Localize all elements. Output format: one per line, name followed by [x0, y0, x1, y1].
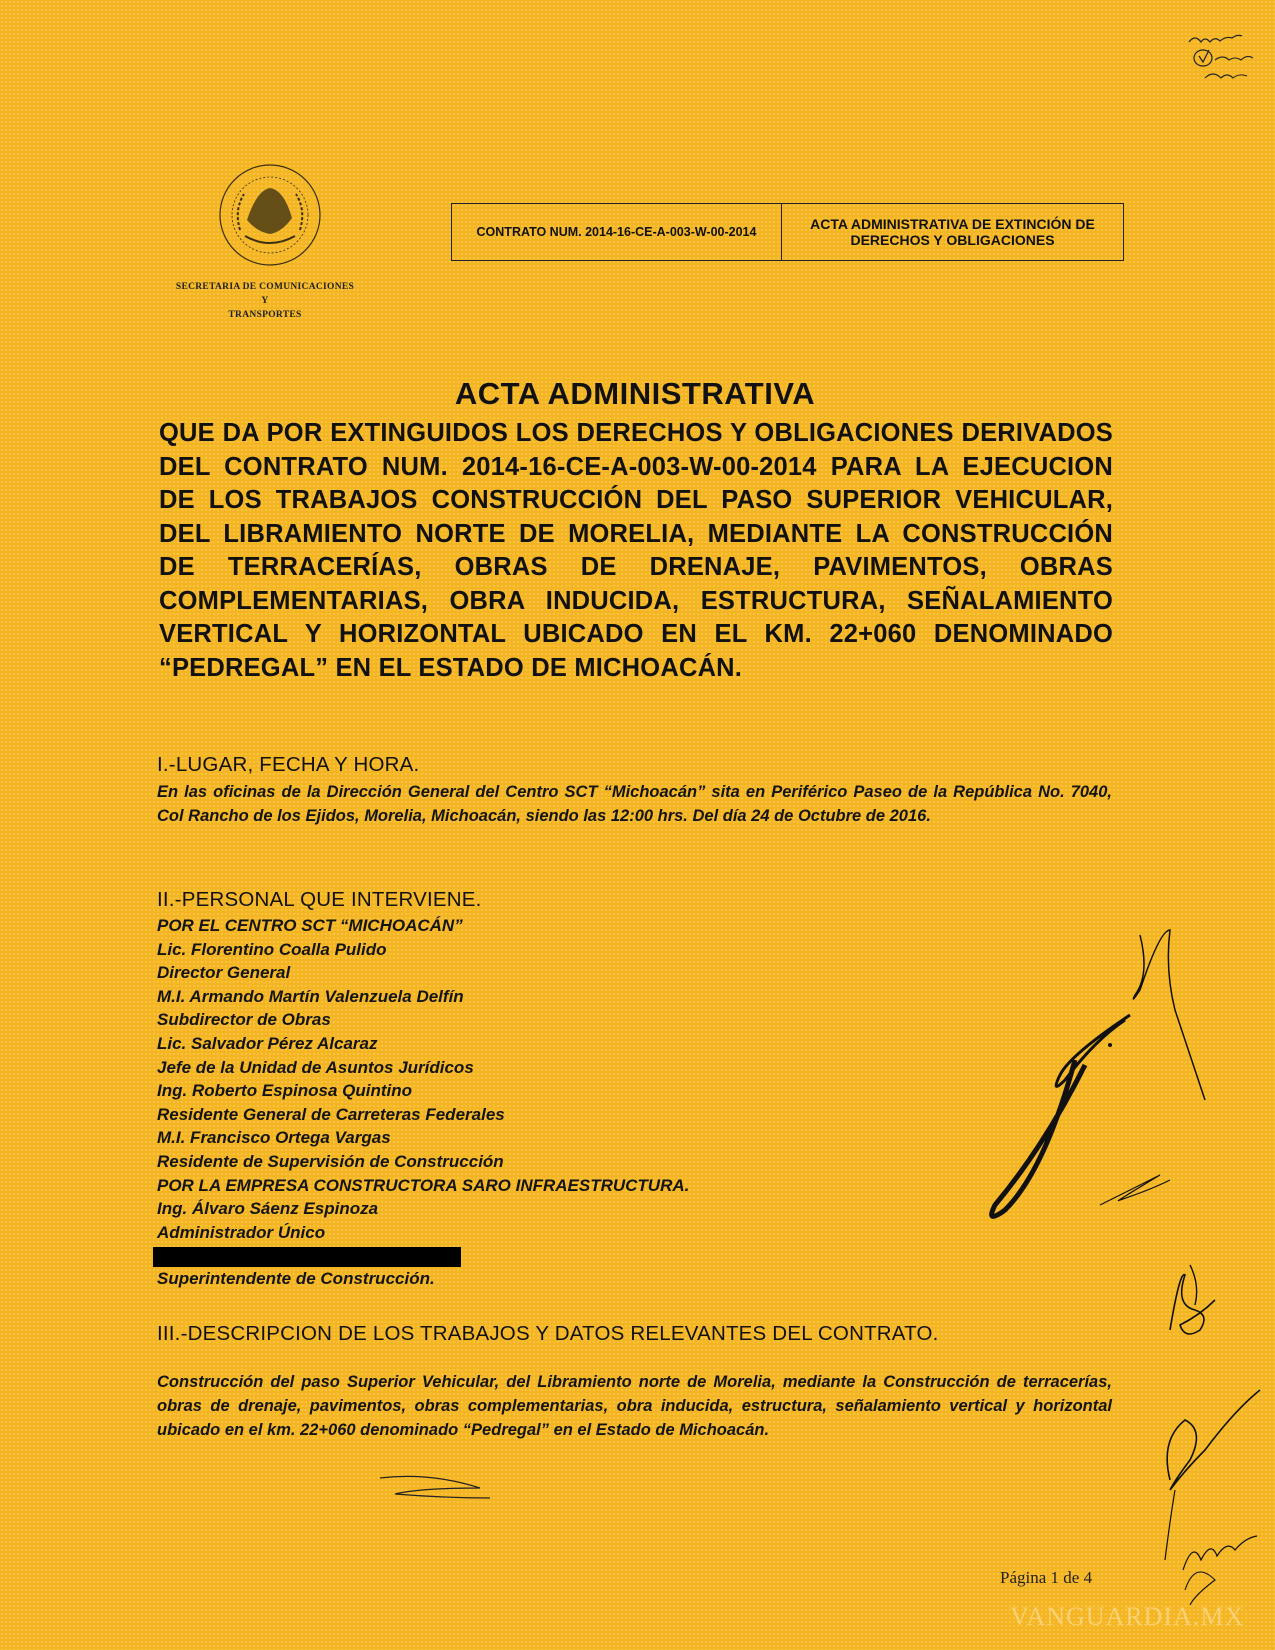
- document-subtitle: QUE DA POR EXTINGUIDOS LOS DERECHOS Y OBLIGACIONES DERIVADOS DEL CONTRATO NUM. 2014-16-CE-A-003-W-00-2014 PARA LA EJECUCION DE LOS TRABAJOS CONSTRUCCIÓN DEL PASO SUPERIOR VEHICULAR, DEL LIBRAMIENTO NORTE DE MORELIA, MEDIANTE LA CONSTRUCCIÓN DE TERRACERÍAS, OBRAS DE DRENAJE, PAVIMENTOS, OBRAS COMPLEMENTARIAS, OBRA INDUCIDA, ESTRUCTURA, SEÑALAMIENTO VERTICAL Y HORIZONTAL UBICADO EN EL KM. 22+060 DENOMINADO “PEDREGAL” EN EL ESTADO DE MICHOACÁN.: [159, 419, 1113, 682]
- signature-initials-2: [1150, 1380, 1265, 1630]
- personnel-line: Jefe de la Unidad de Asuntos Jurídicos: [157, 1057, 474, 1077]
- personnel-line: M.I. Armando Martín Valenzuela Delfín: [157, 986, 464, 1006]
- personnel-line: POR EL CENTRO SCT “MICHOACÁN”: [157, 916, 463, 935]
- section3-heading: III.-DESCRIPCION DE LOS TRABAJOS Y DATOS RELEVANTES DEL CONTRATO.: [157, 1322, 939, 1345]
- seal-caption-line1: SECRETARIA DE COMUNICACIONES: [175, 282, 355, 292]
- scribble-under-text: [378, 1472, 493, 1502]
- act-type-label: ACTA ADMINISTRATIVA DE EXTINCIÓN DE DERECHOS Y OBLIGACIONES: [810, 216, 1095, 248]
- seal-emblem-icon: [205, 160, 335, 275]
- seal-caption-line3: TRANSPORTES: [228, 310, 302, 320]
- personnel-line: Director General: [157, 963, 291, 983]
- header-box: [451, 203, 1124, 261]
- signature-large: [990, 915, 1230, 1235]
- personnel-line: POR LA EMPRESA CONSTRUCTORA SARO INFRAESTRUCTURA.: [157, 1175, 690, 1195]
- personnel-list: [157, 914, 689, 1244]
- section1-body: En las oficinas de la Dirección General del Centro SCT “Michoacán” sita en Periférico Paseo de la República No. 7040, Col Rancho de los Ejidos, Morelia, Michoacán, siendo las 12:00 hrs. Del día 24 de Octubre de 2016.: [157, 783, 1112, 825]
- personnel-line: Administrador Único: [157, 1222, 326, 1242]
- personnel-line: Subdirector de Obras: [157, 1010, 331, 1030]
- handwritten-date-bottom-right: [1175, 1530, 1265, 1580]
- watermark: VANGUARDIA.MX: [1010, 1602, 1245, 1631]
- section3-body: Construcción del paso Superior Vehicular, del Libramiento norte de Morelia, mediante la Construcción de terracerías, obras de drenaje, pavimentos, obras complementarias, obra inducida, estructura, señalamiento vertical y horizontal ubicado en el km. 22+060 denominado “Pedregal” en el Estado de Michoacán.: [157, 1373, 1112, 1439]
- personnel-line: Ing. Álvaro Sáenz Espinoza: [157, 1199, 379, 1219]
- personnel-line: Residente de Supervisión de Construcción: [157, 1151, 504, 1171]
- section1-heading: I.-LUGAR, FECHA Y HORA.: [157, 753, 420, 776]
- personnel-line-superintendent: Superintendente de Construcción.: [157, 1269, 435, 1288]
- personnel-line: M.I. Francisco Ortega Vargas: [157, 1128, 391, 1148]
- document-title: ACTA ADMINISTRATIVA: [454, 376, 816, 411]
- personnel-line: Lic. Florentino Coalla Pulido: [157, 939, 387, 959]
- handwritten-note-top-right: [1185, 28, 1260, 93]
- redacted-bar: [153, 1247, 461, 1267]
- seal-caption-line2: Y: [261, 296, 269, 306]
- page-number: Página 1 de 4: [1000, 1568, 1093, 1587]
- personnel-line: Residente General de Carreteras Federales: [157, 1104, 505, 1124]
- personnel-line: Ing. Roberto Espinosa Quintino: [157, 1081, 412, 1101]
- section2-heading: II.-PERSONAL QUE INTERVIENE.: [157, 888, 482, 911]
- personnel-line: Lic. Salvador Pérez Alcaraz: [157, 1033, 378, 1053]
- contract-number-label: CONTRATO NUM. 2014-16-CE-A-003-W-00-2014: [452, 204, 782, 260]
- signature-initials-1: [1160, 1260, 1230, 1340]
